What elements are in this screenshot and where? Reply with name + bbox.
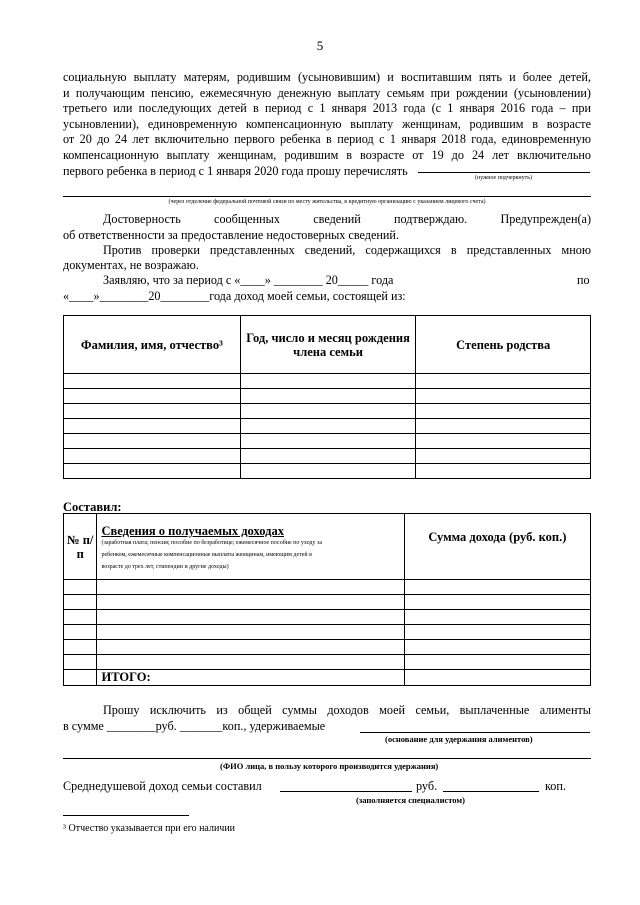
family-cell[interactable] [416,389,591,404]
income-cell[interactable] [404,610,590,625]
income-cell[interactable] [404,595,590,610]
table-row [64,625,591,640]
income-cell[interactable] [97,610,404,625]
family-cell[interactable] [64,434,241,449]
period-line2: «____»________20________года доход моей семьи, состоящей из: [63,289,406,303]
family-cell[interactable] [240,389,416,404]
table-row [64,419,591,434]
family-cell[interactable] [416,374,591,389]
family-cell[interactable] [64,419,241,434]
table-row [64,374,591,389]
family-cell[interactable] [240,434,416,449]
alimony-line2: в сумме ________руб. _______коп., удерживаемые [63,719,326,733]
table-row [64,389,591,404]
confirm-line1: Достоверность сообщенных сведений подтверждаю. Предупрежден(а) [103,212,591,226]
intro-line: социальную выплату матерям, родившим (усыновившим) и воспитавшим пять и более детей, [63,70,591,84]
family-header-birth: Год, число и месяц рождения члена семьи [240,316,416,374]
income-cell[interactable] [64,625,97,640]
hint-underline: (нужное подчеркнуть) [475,175,532,181]
total-row [64,670,591,686]
income-cell[interactable] [97,595,404,610]
family-cell[interactable] [240,449,416,464]
family-header-relation: Степень родства [416,316,591,374]
table-row [64,595,591,610]
income-header-sum: Сумма дохода (руб. коп.) [404,514,590,580]
avg-kop-blank[interactable] [443,791,539,792]
table-row [64,655,591,670]
hint-transfer: (через отделение федеральной почтовой связи по месту жительства, в кредитную организацию с указанием лицевого счета) [168,199,486,205]
transfer-method-blank[interactable] [418,172,590,173]
income-table [63,513,591,686]
period-to: по [577,273,590,287]
family-cell[interactable] [240,374,416,389]
alimony-line1: Прошу исключить из общей суммы доходов моей семьи, выплаченные алименты [103,703,591,717]
avg-kop: коп. [545,779,566,793]
income-header-info-title: Сведения о получаемых доходах [101,524,284,538]
family-cell[interactable] [64,404,241,419]
hint-alimony-basis: (основание для удержания алиментов) [385,734,533,744]
family-cell[interactable] [64,389,241,404]
no-objection-line2: документах, не возражаю. [63,258,199,272]
avg-rub: руб. [416,779,438,793]
table-row [64,610,591,625]
income-header-info-sub: возрасте до трех лет, стипендии и другие доходы) [101,564,229,570]
family-table [63,315,591,479]
intro-paragraph [63,70,591,179]
table-row [64,404,591,419]
income-cell[interactable] [64,595,97,610]
table-row [64,580,591,595]
family-cell[interactable] [416,434,591,449]
intro-line: компенсационную выплату женщинам, родившим в возрасте от 19 до 24 лет включительно [63,147,591,162]
income-cell[interactable] [64,610,97,625]
income-cell[interactable] [64,640,97,655]
footnote: ³ Отчество указывается при его наличии [63,823,236,834]
intro-line: третьего или последующих детей в период с 1 января 2013 года (с 1 января 2016 года – при [63,101,591,116]
intro-line: первого ребенка в период с 1 января 2020 года прошу перечислять [63,163,408,178]
family-cell[interactable] [416,404,591,419]
family-cell[interactable] [64,449,241,464]
period-line1: Заявляю, что за период с «____» ________ 20_____ года [103,273,394,287]
income-cell[interactable] [404,625,590,640]
income-cell[interactable] [97,625,404,640]
income-header-info-sub: (заработная плата; пенсия; пособие по безработице; ежемесячное пособие по уходу за [101,540,323,546]
alimony-basis-blank[interactable] [360,732,590,733]
family-cell[interactable] [64,374,241,389]
income-cell[interactable] [97,640,404,655]
table-row [64,640,591,655]
total-label: ИТОГО: [97,670,404,686]
family-header-name: Фамилия, имя, отчество³ [64,316,241,374]
family-cell[interactable] [416,419,591,434]
income-cell[interactable] [97,655,404,670]
table-row [64,449,591,464]
income-cell[interactable] [404,640,590,655]
confirm-line2: об ответственности за предоставление недостоверных сведений. [63,228,399,242]
family-cell[interactable] [64,464,241,479]
no-objection-line1: Против проверки представленных сведений, содержащихся в представленных мною [103,243,591,257]
family-cell[interactable] [416,449,591,464]
income-cell[interactable] [64,655,97,670]
income-cell[interactable] [97,580,404,595]
income-cell[interactable] [404,580,590,595]
intro-line: от 20 до 24 лет включительно первого ребенка в период с 1 января 2018 года, единовременную [63,132,591,147]
income-header-no: № п/п [64,514,97,580]
total-sum-cell[interactable] [404,670,590,686]
avg-rub-blank[interactable] [280,791,412,792]
page-number: 5 [316,38,324,53]
family-cell[interactable] [240,404,416,419]
composed-label: Составил: [63,500,122,514]
fio-blank[interactable] [63,758,591,759]
income-header-info-sub: ребенком, ежемесячные компенсационные выплаты женщинам, имеющим детей в [101,552,312,558]
intro-line: усыновлении), единовременную компенсационную выплату женщинам, родившим в возрасте [63,116,591,131]
income-header-info [97,514,404,580]
income-cell[interactable] [64,580,97,595]
family-cell[interactable] [240,419,416,434]
family-cell[interactable] [240,464,416,479]
table-row [64,464,591,479]
income-cell[interactable] [404,655,590,670]
avg-income-label: Среднедушевой доход семьи составил [63,779,262,793]
family-cell[interactable] [416,464,591,479]
transfer-details-blank[interactable] [63,196,591,197]
footnote-separator [63,815,189,816]
hint-fio: (ФИО лица, в пользу которого производится удержания) [220,761,439,771]
table-row [64,434,591,449]
hint-specialist: (заполняется специалистом) [356,795,466,805]
income-cell[interactable] [64,670,97,686]
intro-line: и получающим пенсию, ежемесячную денежную выплату семьям при рождении (усыновлении) [63,85,591,100]
